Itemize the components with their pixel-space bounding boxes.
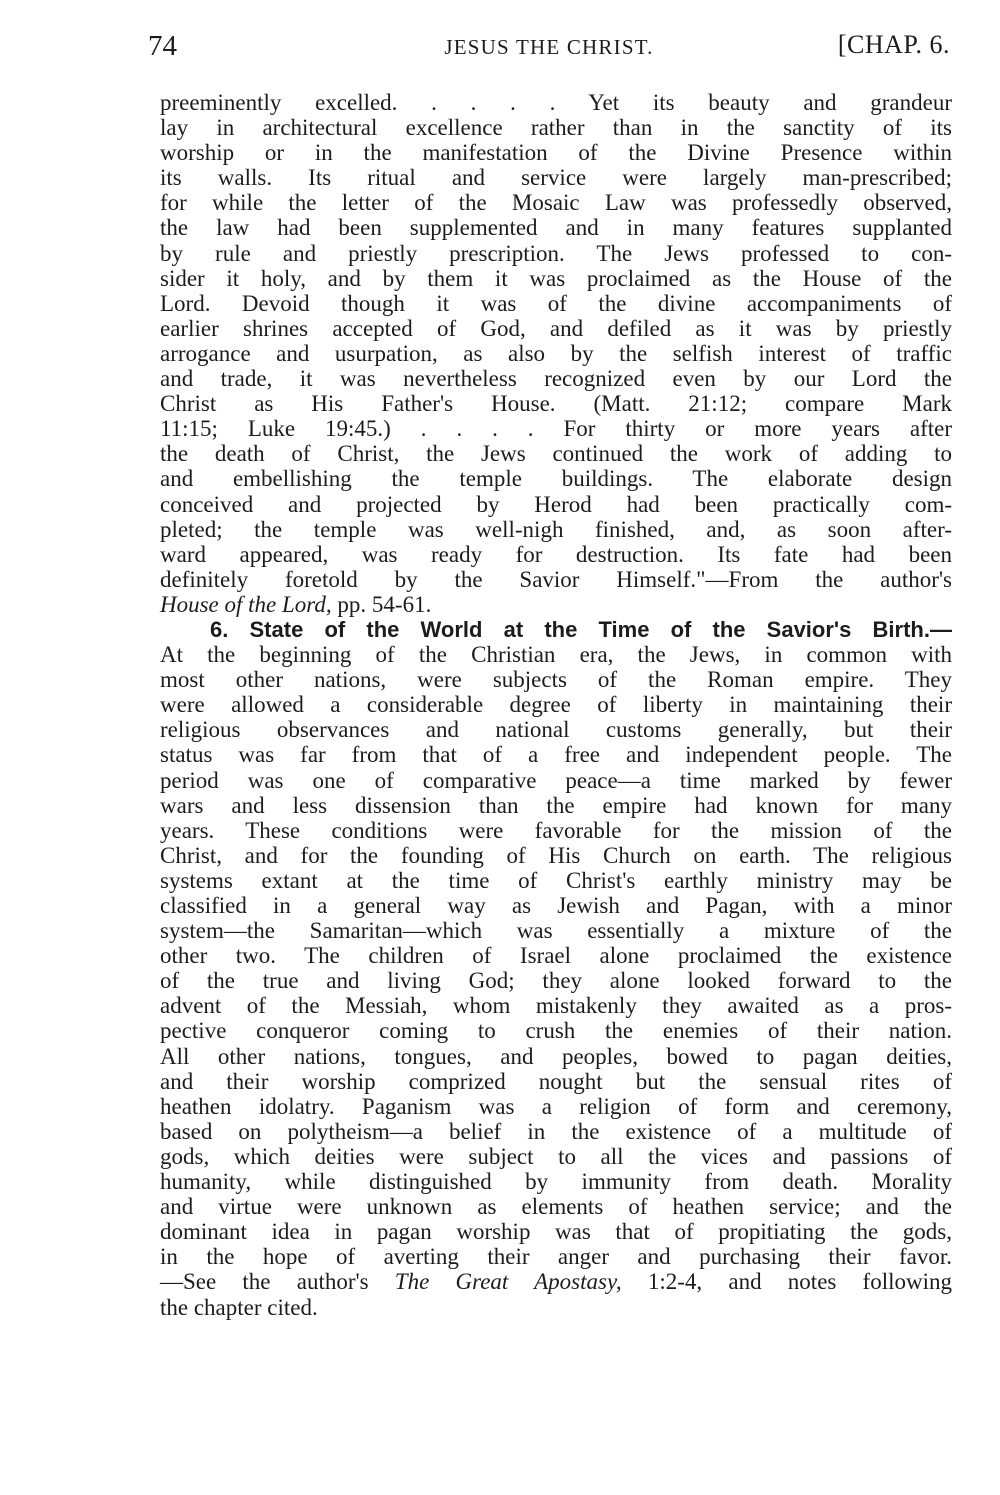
page-header: [148, 30, 950, 66]
citation-line: [160, 1269, 952, 1294]
text-line: Christ as His Father's House. (Matt. 21:12; compare Mark: [160, 391, 952, 417]
text-line: lay in architectural excellence rather than in the sanctity of its: [160, 115, 952, 141]
text-line: humanity, while distinguished by immunity from death. Morality: [160, 1169, 952, 1195]
text-line: All other nations, tongues, and peoples, bowed to pagan deities,: [160, 1043, 952, 1069]
text-line: by rule and priestly prescription. The Jews professed to con-: [160, 240, 952, 266]
text-line: the death of Christ, the Jews continued the work of adding to: [160, 441, 952, 467]
text-line: for while the letter of the Mosaic Law was professedly observed,: [160, 190, 952, 216]
text-line: advent of the Messiah, whom mistakenly they awaited as a pros-: [160, 993, 952, 1019]
text-line: system—the Samaritan—which was essentially a mixture of the: [160, 918, 952, 944]
text-line: in the hope of averting their anger and purchasing their favor.: [160, 1244, 952, 1270]
text-line: status was far from that of a free and independent people. The: [160, 742, 952, 768]
text-line: of the true and living God; they alone looked forward to the: [160, 968, 952, 994]
citation-suffix: 1:2-4, and notes following: [621, 1269, 953, 1295]
text-line: and their worship comprized nought but the sensual rites of: [160, 1068, 952, 1094]
text-line: Christ, and for the founding of His Church on earth. The religious: [160, 842, 952, 868]
text-line: based on polytheism—a belief in the existence of a multitude of: [160, 1118, 952, 1144]
citation-pages: pp. 54-61.: [331, 591, 432, 617]
text-line: dominant idea in pagan worship was that of propitiating the gods,: [160, 1219, 952, 1245]
body-text: [160, 90, 952, 1320]
text-line: systems extant at the time of Christ's earthly ministry may be: [160, 867, 952, 893]
text-line: pective conqueror coming to crush the enemies of their nation.: [160, 1018, 952, 1044]
running-title: JESUS THE CHRIST.: [444, 35, 654, 59]
page-number: 74: [148, 30, 177, 62]
text-line: its walls. Its ritual and service were largely man-prescribed;: [160, 165, 952, 191]
text-line: and virtue were unknown as elements of heathen service; and the: [160, 1194, 952, 1220]
text-line: the law had been supplemented and in many features supplanted: [160, 215, 952, 241]
text-line: the chapter cited.: [160, 1294, 318, 1320]
text-line: 11:15; Luke 19:45.) . . . . For thirty or more years after: [160, 416, 952, 442]
citation-line: [160, 592, 952, 617]
text-line: conceived and projected by Herod had been practically com-: [160, 491, 952, 517]
text-line: worship or in the manifestation of the Divine Presence within: [160, 140, 952, 166]
chapter-marker: [CHAP. 6.: [837, 30, 950, 59]
text-line: other two. The children of Israel alone proclaimed the existence: [160, 943, 952, 969]
text-line: most other nations, were subjects of the Roman empire. They: [160, 667, 952, 693]
citation-prefix: —See the author's: [160, 1269, 395, 1295]
text-line: classified in a general way as Jewish and Pagan, with a minor: [160, 893, 952, 918]
book-title-italic: The Great Apostasy,: [394, 1269, 622, 1295]
text-line: years. These conditions were favorable for the mission of the: [160, 817, 952, 843]
text-line: wars and less dissension than the empire had known for many: [160, 792, 952, 818]
text-line: preeminently excelled. . . . . Yet its beauty and grandeur: [160, 90, 952, 115]
text-line: and trade, it was nevertheless recognized even by our Lord the: [160, 366, 952, 392]
text-line: religious observances and national customs generally, but their: [160, 717, 952, 743]
text-line: Lord. Devoid though it was of the divine accompaniments of: [160, 290, 952, 316]
text-line: and embellishing the temple buildings. The elaborate design: [160, 466, 952, 492]
section-heading: 6. State of the World at the Time of the Savior's Birth.—: [210, 616, 952, 642]
text-line: were allowed a considerable degree of liberty in maintaining their: [160, 692, 952, 718]
text-line: ward appeared, was ready for destruction. Its fate had been: [160, 541, 952, 567]
text-line: sider it holy, and by them it was proclaimed as the House of the: [160, 265, 952, 291]
text-line: arrogance and usurpation, as also by the selfish interest of traffic: [160, 340, 952, 366]
text-line: pleted; the temple was well-nigh finished, and, as soon after-: [160, 516, 952, 542]
text-line: earlier shrines accepted of God, and defiled as it was by priestly: [160, 315, 952, 341]
text-line: At the beginning of the Christian era, the Jews, in common with: [160, 642, 952, 668]
text-line: definitely foretold by the Savior Himself."—From the author's: [160, 566, 952, 592]
text-line: gods, which deities were subject to all the vices and passions of: [160, 1143, 952, 1169]
text-line: period was one of comparative peace—a time marked by fewer: [160, 767, 952, 793]
book-title-italic: House of the Lord,: [160, 591, 332, 617]
text-line: heathen idolatry. Paganism was a religion of form and ceremony,: [160, 1093, 952, 1119]
